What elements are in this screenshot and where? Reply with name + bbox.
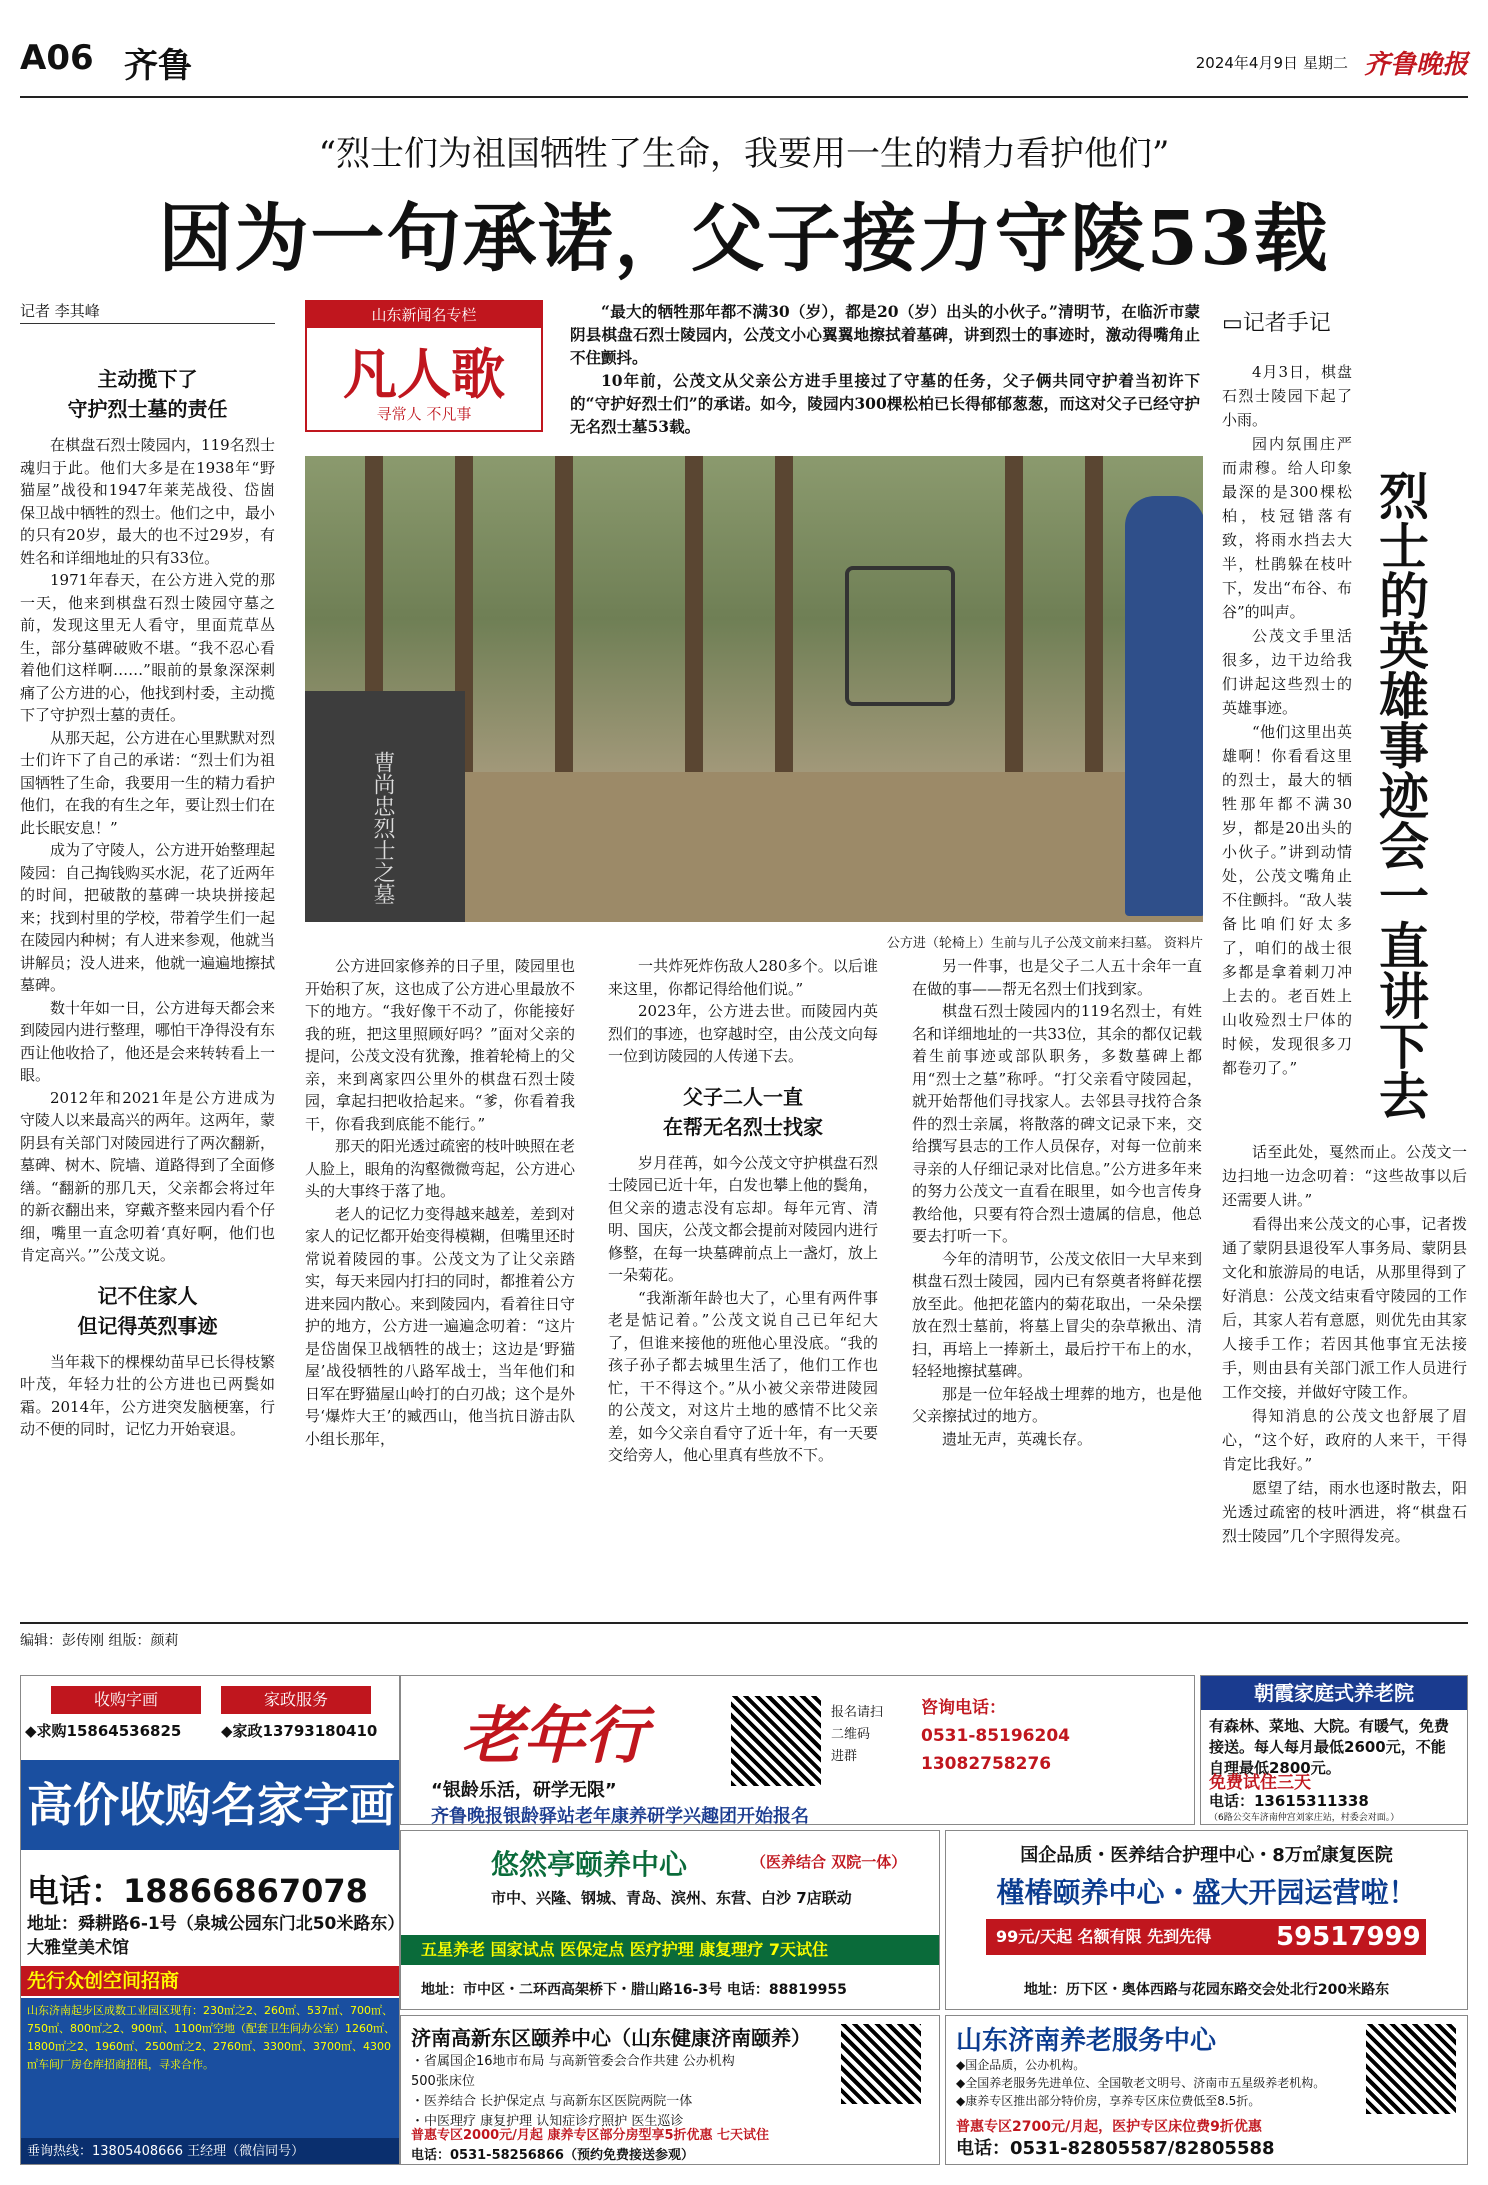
issue-weekday: 星期二: [1302, 54, 1348, 72]
article-subhead: “烈士们为祖国牺牲了生命，我要用一生的精力看护他们”: [318, 134, 1170, 174]
article-intro: “最大的牺牲那年都不满30（岁），都是20（岁）出头的小伙子。”清明节，在临沂市蒙阴县棋盘石烈士陵园内，公茂文小心翼翼地擦拭着墓碑，讲到烈士的事迹时，激动得嘴角止不住颤抖。 10年前，公茂文从父亲公方进手里接过了守墓的任务，父子俩共同守护着当初许下的“守护好烈士们”的承诺。如今，陵园内300棵松柏已长得郁郁葱葱，而这对父子已经守护无名烈士墓53载。: [570, 302, 1200, 436]
column-3: 一共炸死炸伤敌人280多个。以后谁来这里，你都记得给他们说。” 2023年，公方进去世。而陵园内英烈们的事迹，也穿越时空，由公茂文向每一位到访陵园的人传递下去。 父子二人一直 在帮无名烈士找家 岁月荏苒，如今公茂文守护棋盘石烈士陵园已近十年，白发也攀上他的鬓角，但父亲的遗志没有忘却。每年元宵、清明、国庆，公茂文都会提前对陵园内进行修整，在每一块墓碑前点上一盏灯，放上一朵菊花。 “我渐渐年龄也大了，心里有两件事老是惦记着。”公茂文说自己已年纪大了，但谁来接他的班他心里没底。“我的孩子孙子都去城里生活了，他们工作也忙，干不得这个。”从小被父亲带进陵园的公茂文，对这片土地的感情不比父亲差，如今父亲自看守了近十年，有一天要交给旁人，他心里真有些放不下。: [608, 957, 879, 1464]
subtitle-1: 主动揽下了 守护烈士墓的责任: [67, 367, 228, 421]
newspaper-logo: 齐鲁晚报: [1363, 50, 1468, 80]
ad-senior-travel: 老年行 “银龄乐活，研学无限” 齐鲁晚报银龄驿站老年康养研学兴趣团开始报名 报名请扫 二维码 进群 咨询电话： 0531-85196204 13082758276: [400, 1675, 1195, 1825]
page-header: [20, 38, 1468, 98]
wheelchair: [845, 566, 955, 706]
column-logo-top: 山东新闻名专栏: [307, 302, 541, 328]
issue-date: 2024年4月9日: [1195, 54, 1298, 72]
ad-jinchun: 国企品质・医养结合护理中心・8万㎡康复医院 槿椿颐养中心・盛大开园运营啦！ 99元/天起 名额有限 先到先得 59517999 地址：历下区・奥体西路与花园东路交会处北行200米路东: [945, 1830, 1468, 2010]
paragraph: 在棋盘石烈士陵园内，119名烈士魂归于此。他们大多是在1938年“野猫屋”战役和1947年莱芜战役、岱崮保卫战中牺牲的烈士。他们之中，最小的只有20岁，最大的也不过29岁，有姓名和详细地址的只有33位。: [20, 436, 276, 567]
notes-title: ▭记者手记: [1222, 311, 1331, 336]
ad-tag: 收购字画: [51, 1686, 201, 1714]
page-number: A06: [20, 38, 94, 78]
editor-credits: 编辑：彭传刚 组版：颜莉: [20, 1622, 1468, 1650]
qr-code-icon: [841, 2024, 921, 2104]
paragraph: 成为了守陵人，公方进开始整理起陵园：自己掏钱购买水泥，花了近两年的时间，把破散的墓碑一块块拼接起来；找到村里的学校，带着学生们一起在陵园内种树；有人进来参观，他就当讲解员；没人进来，他就一遍遍地擦拭墓碑。: [20, 841, 276, 994]
section-name: 齐鲁: [124, 46, 192, 86]
paragraph: 数十年如一日，公方进每天都会来到陵园内进行整理，哪怕干净得没有东西让他收拾了，他还是会来转转看上一眼。: [20, 998, 276, 1084]
article-headline: 因为一句承诺，父子接力守陵53载: [158, 196, 1330, 282]
notes-icon: ▭: [1222, 311, 1243, 336]
paragraph: 2012年和2021年是公方进成为守陵人以来最高兴的两年。这两年，蒙阴县有关部门对陵园进行了两次翻新，墓碑、树木、院墙、道路得到了全面修缮。“翻新的那几天，父亲都会将过年的新衣翻出来，穿戴齐整来园内看个仔细，嘴里一直念叨着‘真好啊，他们也肯定高兴。’”公茂文说。: [20, 1088, 276, 1264]
subtitle-2: 记不住家人 但记得英烈事迹: [77, 1283, 218, 1338]
ad-tag: 家政服务: [221, 1686, 371, 1714]
ad-nursing-home: 朝霞家庭式养老院 有森林、菜地、大院。有暖气，免费接送。每人每月最低2600元，不能自理最低2800元。 免费试住三天 电话：13615311338 （6路公交车济南仲宫刘家庄站，村委会对面。）: [1200, 1675, 1468, 1825]
column-4: 另一件事，也是父子二人五十余年一直在做的事——帮无名烈士们找到家。 棋盘石烈士陵园内的119名烈士，有姓名和详细地址的一共33位，其余的都仅记载着生前事迹或部队职务，多数墓碑上都用“烈士之墓”称呼。“打父亲看守陵园起，就开始帮他们寻找家人。去邻县寻找符合条件的烈士亲属，将散落的碑文记录下来，交给撰写县志的工作人员保存，对每一位前来寻亲的人仔细记录对比信息。”公方进多年来的努力公茂文一直看在眼里，如今也言传身教给他，只要有符合烈士遗属的信息，他总要去打听一下。 今年的清明节，公茂文依旧一大早来到棋盘石烈士陵园，园内已有祭奠者将鲜花摆放至此。他把花篮内的菊花取出，一朵朵摆放在烈士墓前，将墓上冒尖的杂草揪出、清扫，再培上一捧新土，最后拧干布上的水，轻轻地擦拭墓碑。 那是一位年轻战士埋葬的地方，也是他父亲擦拭过的地方。 遗址无声，英魂长存。: [912, 957, 1202, 1448]
column-1: [20, 350, 275, 1441]
paragraph: 从那天起，公方进在心里默默对烈士们许下了自己的承诺：“烈士们为祖国牺牲了生命，我要用一生的精力看护他们，在我的有生之年，要让烈士们在此长眠安息！”: [20, 728, 276, 837]
photo-caption: 公方进（轮椅上）生前与儿子公茂文前来扫墓。 资料片: [886, 936, 1203, 951]
notes-column-wide: 话至此处，戛然而止。公茂文一边扫地一边念叨着：“这些故事以后还需要人讲。” 看得出来公茂文的心事，记者拨通了蒙阴县退役军人事务局、蒙阴县文化和旅游局的电话，从那里得到了好消息：公茂文结束看守陵园的工作后，其家人若有意愿，则优先由其家人接手工作；若因其他事宜无法接手，则由县有关部门派工作人员进行工作交接，并做好守陵工作。 得知消息的公茂文也舒展了眉心，“这个好，政府的人来干，干得肯定比我好。” 愿望了结，雨水也逐时散去，阳光透过疏密的枝叶洒进，将“棋盘石烈士陵园”几个字照得发亮。: [1222, 1143, 1467, 1545]
ad-youranting: 悠然亭颐养中心 （医养结合 双院一体） 市中、兴隆、钢城、青岛、滨州、东营、白沙 7店联动 五星养老 国家试点 医保定点 医疗护理 康复理疗 7天试住 地址：市中区・二环西高架桥下・腊山路16-3号 电话：88819955: [400, 1830, 940, 2010]
byline: 记者 李其峰: [20, 300, 275, 324]
paragraph: 1971年春天，在公方进入党的那一天，他来到棋盘石烈士陵园守墓之前，发现这里无人看守，里面荒草丛生，部分墓碑破败不堪。“我不忍心看着他们这样啊……”眼前的景象深深刺痛了公方进的心，他找到村委，主动揽下了守护烈士墓的责任。: [20, 571, 276, 724]
column-logo-slogan: 寻常人 不凡事: [376, 405, 472, 423]
notes-vertical-title: 烈士的英雄事迹会一直讲下去: [1371, 470, 1429, 1120]
column-logo-name: 凡人歌: [343, 342, 505, 406]
man-sweeping: [1125, 496, 1203, 916]
qr-code-icon: [1366, 2024, 1456, 2114]
column-2: 公方进回家修养的日子里，陵园里也开始积了灰，这也成了公方进心里最放不下的地方。“我好像干不动了，你能接好我的班，把这里照顾好吗？”面对父亲的提问，公茂文没有犹豫，推着轮椅上的父亲，来到离家四公里外的棋盘石烈士陵园，拿起扫把收拾起来。“爹，你看着我干，你看我到底能不能行。” 那天的阳光透过疏密的枝叶映照在老人脸上，眼角的沟壑微微弯起，公方进心头的大事终于落了地。 老人的记忆力变得越来越差，差到对家人的记忆都开始变得模糊，但嘴里还时常说着陵园的事。公茂文为了让父亲踏实，每天来园内打扫的同时，都推着公方进来园内散心。来到陵园内，看着往日守护的地方，公方进一遍遍念叨着：“这片是岱崮保卫战牺牲的战士；这边是‘野猫屋’战役牺牲的八路军战士，当年他们和日军在野猫屋山岭打的白刃战；这个是外号‘爆炸大王’的臧西山，他当抗日游击队小组长那年，: [305, 957, 576, 1448]
qr-code-icon: [731, 1696, 821, 1786]
subtitle-3: 父子二人一直 在帮无名烈士找家: [663, 1084, 823, 1139]
paragraph: 当年栽下的棵棵幼苗早已长得枝繁叶茂，年轻力壮的公方进也已两鬓如霜。2014年，公方进突发脑梗塞，行动不便的同时，记忆力开始衰退。: [20, 1352, 276, 1438]
ad-gaoxin-east: 济南高新东区颐养中心（山东健康济南颐养） ・省属国企16地市布局 与高新管委会合作共建 公办机构 500张床位 ・医养结合 长护保定点 与高新东区医院两院一体 ・中医理疗 康复护理 认知症诊疗照护 医生巡诊 普惠专区2000元/月起 康养专区部分房型享5折优惠 七天试住 电话：0531-58256866（预约免费接送参观）: [400, 2015, 940, 2165]
article-photo: [305, 456, 1203, 922]
notes-column-narrow: 4月3日，棋盘石烈士陵园下起了小雨。 园内氛围庄严而肃穆。给人印象最深的是300棵松柏，枝冠错落有致，将雨水挡去大半，杜鹃躲在枝叶下，发出“布谷、布谷”的叫声。 公茂文手里活很多，边干边给我们讲起这些烈士的英雄事迹。 “他们这里出英雄啊！你看看这里的烈士，最大的牺牲那年都不满30岁，都是20出头的小伙子。”讲到动情处，公茂文嘴角止不住颤抖。“敌人装备比咱们好太多了，咱们的战士很多都是拿着刺刀冲上去的。老百姓上山收殓烈士尸体的时候，发现很多刀都卷刃了。”: [1222, 363, 1352, 1077]
ad-jinan-elderly: 山东济南养老服务中心 ◆国企品质，公办机构。 ◆全国养老服务先进单位、全国敬老文明号、济南市五星级养老机构。 ◆康养专区推出部分特价房，享养专区床位费低至8.5折。 普惠专区2700元/月起，医护专区床位费9折优惠 电话：0531-82805587/82805588: [945, 2015, 1468, 2165]
tombstone: 曹尚忠烈士之墓: [305, 691, 465, 922]
column-logo: [305, 300, 543, 432]
ad-calligraphy: 收购字画 家政服务 ◆求购15864536825 ◆家政13793180410 高价收购名家字画 电话：18866867078 地址：舜耕路6-1号（泉城公园东门北50米路东）大雅堂美术馆 先行众创空间招商 山东济南起步区成数工业园区现有：230㎡之2、260㎡、537㎡、700㎡、750㎡、800㎡之2、900㎡、1100㎡空地（配套卫生间办公室）1260㎡、1800㎡之2、1960㎡、2500㎡之2、2760㎡、3300㎡、3700㎡、4300㎡车间厂房仓库招商招租，寻求合作。 垂询热线：13805408666 王经理（微信同号）: [20, 1675, 400, 2165]
